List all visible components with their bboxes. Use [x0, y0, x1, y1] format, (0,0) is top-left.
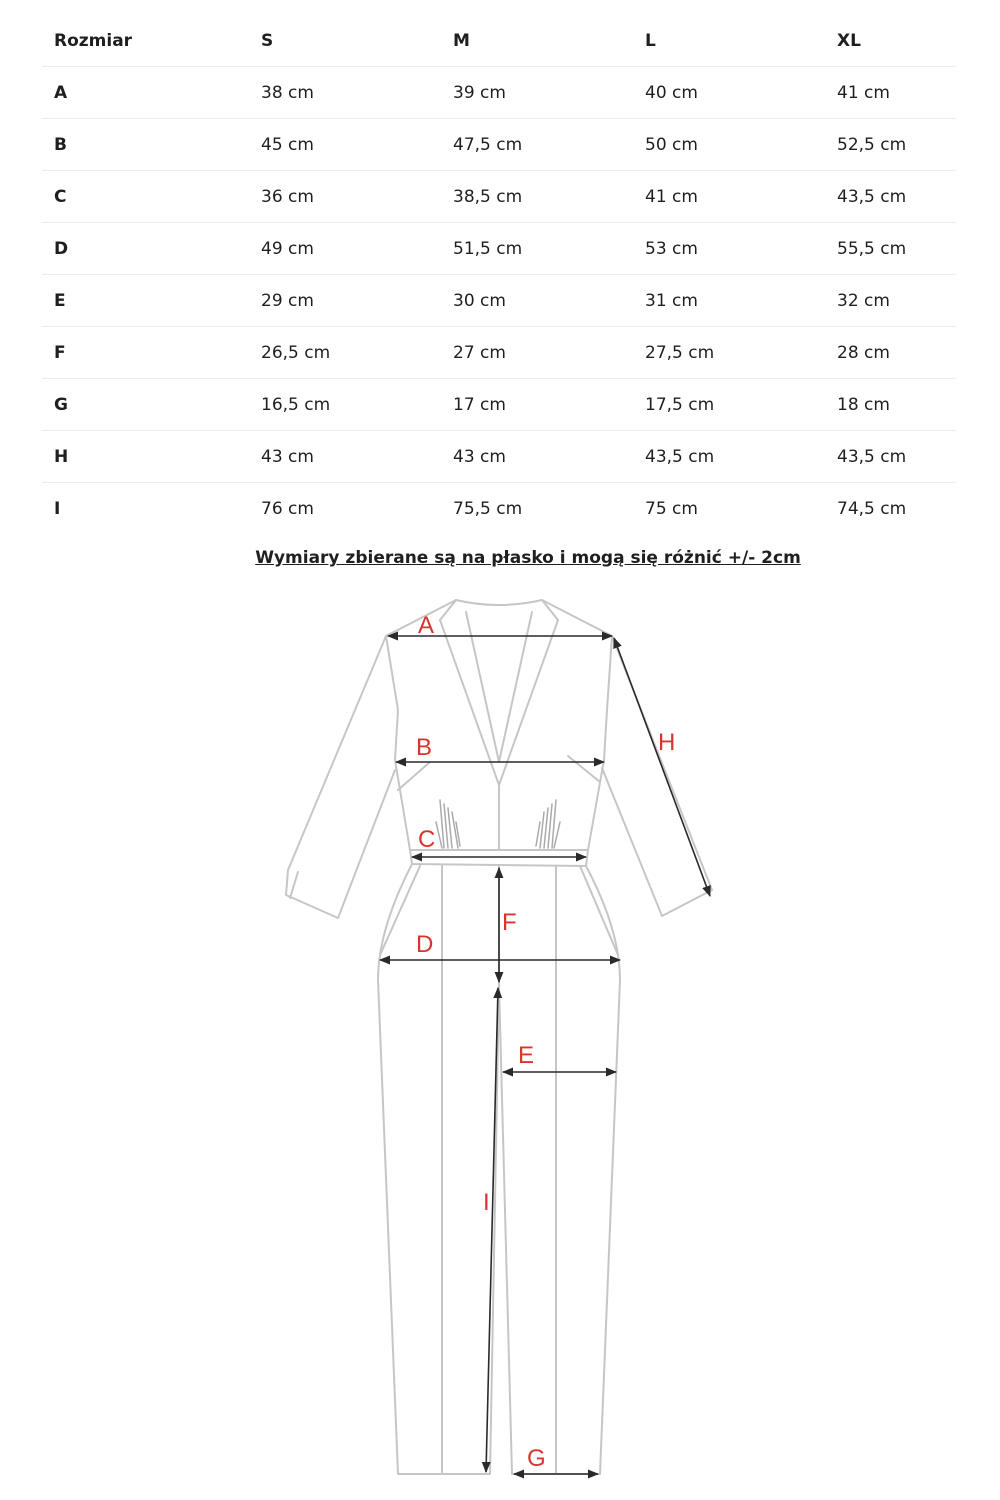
table-cell: 17 cm	[441, 379, 633, 431]
sleeve-left	[286, 636, 395, 918]
arrow-h	[614, 638, 710, 896]
label-i: I	[483, 1189, 490, 1216]
measurement-note: Wymiary zbierane są na płasko i mogą się różnić +/- 2cm	[255, 548, 801, 568]
label-b: B	[416, 734, 433, 761]
pocket-left	[380, 866, 420, 955]
row-label: H	[42, 431, 249, 483]
table-cell: 43 cm	[249, 431, 441, 483]
leg-left	[378, 864, 499, 1474]
table-cell: 29 cm	[249, 275, 441, 327]
row-label: G	[42, 379, 249, 431]
table-cell: 49 cm	[249, 223, 441, 275]
table-cell: 43,5 cm	[825, 171, 956, 223]
table-cell: 27 cm	[441, 327, 633, 379]
table-cell: 45 cm	[249, 119, 441, 171]
column-header: L	[633, 15, 825, 67]
table-cell: 52,5 cm	[825, 119, 956, 171]
table-cell: 17,5 cm	[633, 379, 825, 431]
table-header-row	[42, 15, 956, 67]
table-cell: 40 cm	[633, 67, 825, 119]
table-cell: 47,5 cm	[441, 119, 633, 171]
column-header: S	[249, 15, 441, 67]
table-row	[42, 483, 956, 535]
table-cell: 28 cm	[825, 327, 956, 379]
label-e: E	[518, 1042, 535, 1069]
table-row	[42, 171, 956, 223]
table-cell: 76 cm	[261, 498, 314, 519]
table-cell: 75,5 cm	[453, 498, 523, 519]
label-d: D	[416, 931, 434, 958]
table-cell: 43,5 cm	[825, 431, 956, 483]
table-cell: 26,5 cm	[249, 327, 441, 379]
label-a: A	[418, 612, 435, 639]
table-cell: 43,5 cm	[633, 431, 825, 483]
table-cell: 27,5 cm	[633, 327, 825, 379]
table-cell: 36 cm	[249, 171, 441, 223]
table-row	[42, 379, 956, 431]
label-f: F	[502, 909, 517, 936]
table-row	[42, 431, 956, 483]
table-cell: 75 cm	[645, 498, 698, 519]
sleeve-right	[602, 636, 712, 916]
table-cell: 41 cm	[825, 67, 956, 119]
row-label: I	[54, 498, 61, 519]
collar-outline	[440, 600, 558, 785]
table-cell: 30 cm	[441, 275, 633, 327]
row-label: B	[42, 119, 249, 171]
label-g: G	[527, 1445, 546, 1472]
dart-right	[536, 800, 560, 848]
table-cell: 32 cm	[825, 275, 956, 327]
label-h: H	[658, 729, 676, 756]
measurement-labels	[416, 612, 675, 1472]
column-header: XL	[825, 15, 956, 67]
bust-seam-right	[568, 756, 600, 782]
row-label: D	[42, 223, 249, 275]
table-cell: 55,5 cm	[825, 223, 956, 275]
row-label: E	[42, 275, 249, 327]
table-row	[42, 327, 956, 379]
pocket-right	[580, 866, 618, 955]
row-label: F	[42, 327, 249, 379]
row-label: C	[42, 171, 249, 223]
lapel-inner	[466, 612, 532, 762]
table-cell: 50 cm	[633, 119, 825, 171]
column-header: M	[441, 15, 633, 67]
sleeve-left-cuff	[290, 872, 298, 898]
measurement-arrows	[380, 636, 710, 1474]
table-row	[42, 223, 956, 275]
table-cell: 43 cm	[441, 431, 633, 483]
table-cell: 18 cm	[825, 379, 956, 431]
table-cell: 16,5 cm	[249, 379, 441, 431]
table-cell: 31 cm	[633, 275, 825, 327]
table-cell: 38 cm	[249, 67, 441, 119]
table-cell: 41 cm	[633, 171, 825, 223]
table-cell: 74,5 cm	[837, 498, 907, 519]
column-header: Rozmiar	[42, 15, 249, 67]
label-c: C	[418, 826, 436, 853]
table-cell: 51,5 cm	[441, 223, 633, 275]
size-chart-table	[42, 15, 956, 534]
jumpsuit-measurement-diagram	[0, 590, 1000, 1490]
table-cell: 53 cm	[633, 223, 825, 275]
table-cell: 39 cm	[441, 67, 633, 119]
leg-right	[499, 866, 620, 1474]
table-row	[42, 275, 956, 327]
dart-left	[436, 800, 460, 848]
waistband	[410, 850, 588, 866]
table-cell: 38,5 cm	[441, 171, 633, 223]
table-row	[42, 119, 956, 171]
row-label: A	[42, 67, 249, 119]
table-row	[42, 67, 956, 119]
bust-seam-left	[398, 762, 430, 790]
